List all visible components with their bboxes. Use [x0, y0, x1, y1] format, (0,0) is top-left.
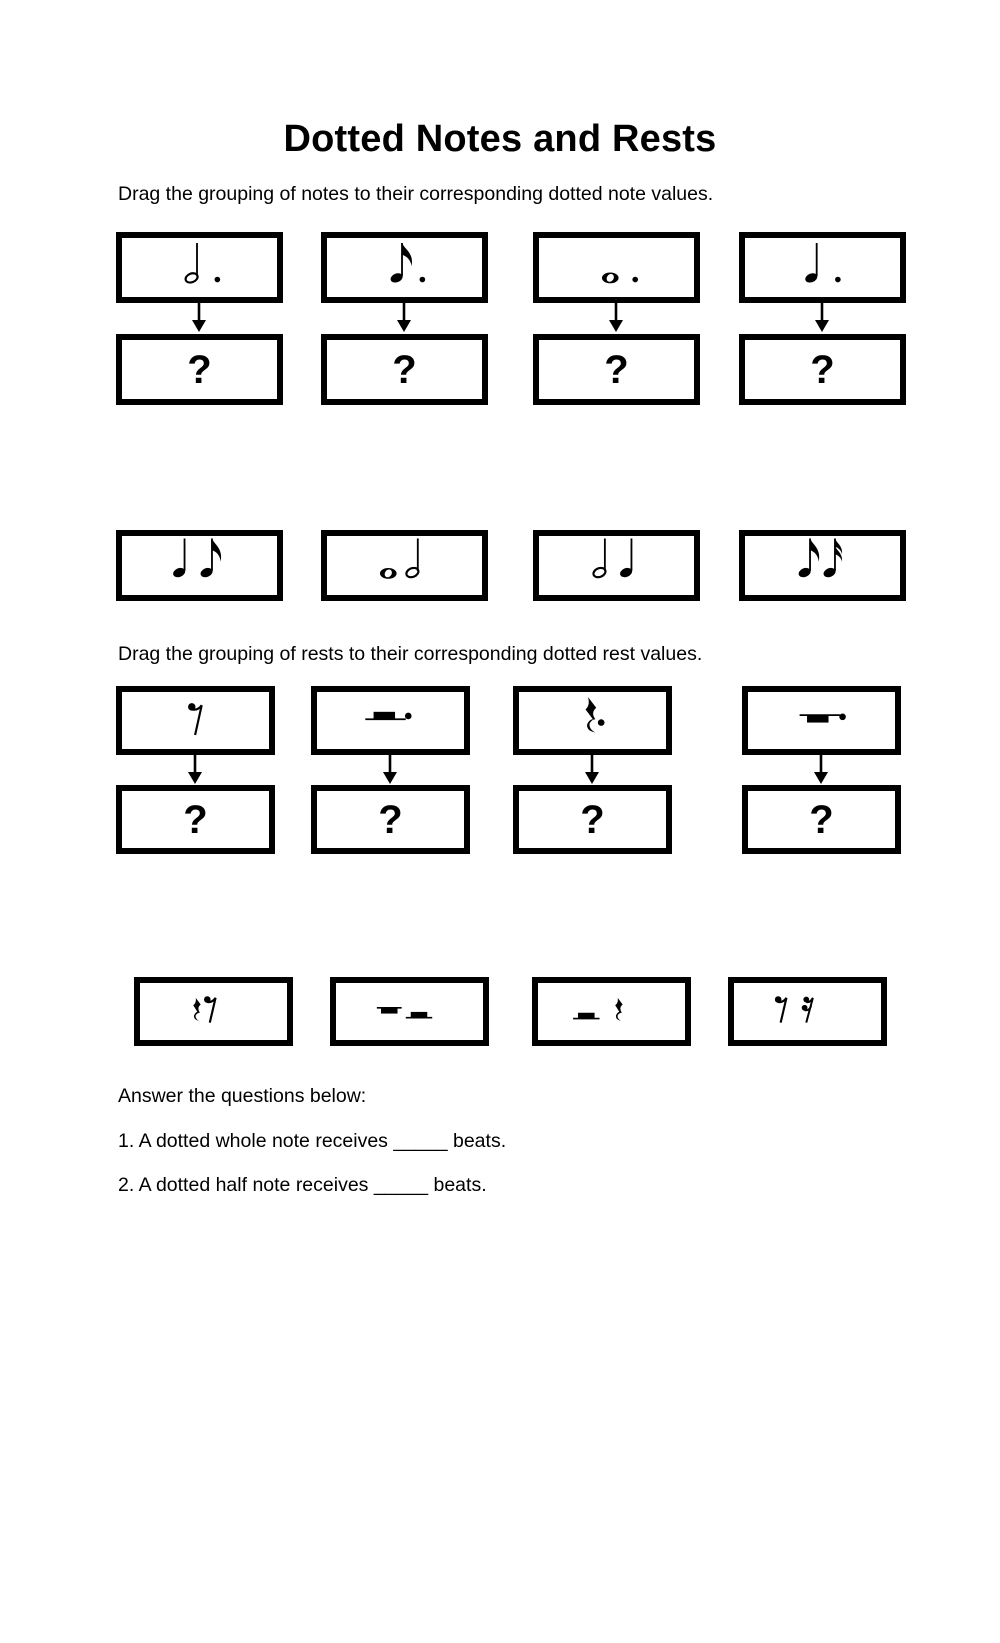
rest-target-dotted-quarter	[513, 686, 672, 755]
note-target-dotted-eighth	[321, 232, 488, 303]
question-2: 2. A dotted half note receives _____ beats.	[118, 1174, 487, 1196]
rest-option-quarter-eighth[interactable]	[134, 977, 293, 1046]
rest-option-half-quarter[interactable]	[532, 977, 691, 1046]
note-drop-zone-1[interactable]	[116, 334, 283, 405]
dotted-whole-rest-icon	[748, 692, 895, 749]
whole-half-notes-icon	[327, 536, 482, 595]
whole-half-rests-icon	[336, 983, 483, 1040]
rest-target-dotted-half	[311, 686, 470, 755]
question-mark: ?	[187, 347, 212, 392]
rests-instruction: Drag the grouping of rests to their corresponding dotted rest values.	[118, 643, 703, 665]
question-mark: ?	[810, 347, 835, 392]
arrow-down-icon	[191, 303, 207, 333]
notes-instruction: Drag the grouping of notes to their corresponding dotted note values.	[118, 183, 714, 205]
question-mark: ?	[183, 797, 208, 842]
note-target-dotted-quarter	[739, 232, 906, 303]
arrow-down-icon	[814, 303, 830, 333]
rest-option-eighth-sixteenth[interactable]	[728, 977, 887, 1046]
note-drop-zone-3[interactable]	[533, 334, 700, 405]
question-mark: ?	[809, 797, 834, 842]
rest-target-dotted-whole	[742, 686, 901, 755]
rest-drop-zone-1[interactable]	[116, 785, 275, 854]
note-option-eighth-sixteenth[interactable]	[739, 530, 906, 601]
eighth-sixteenth-notes-icon	[745, 536, 900, 595]
eighth-sixteenth-rests-icon	[734, 983, 881, 1040]
dotted-quarter-rest-icon	[519, 692, 666, 749]
dotted-eighth-rest-icon	[122, 692, 269, 749]
quarter-eighth-notes-icon	[122, 536, 277, 595]
question-1: 1. A dotted whole note receives _____ beats.	[118, 1130, 507, 1152]
dotted-half-note-icon	[122, 238, 277, 297]
arrow-down-icon	[813, 755, 829, 785]
question-mark: ?	[580, 797, 605, 842]
question-mark: ?	[392, 347, 417, 392]
arrow-down-icon	[187, 755, 203, 785]
page-title: Dotted Notes and Rests	[283, 118, 717, 160]
arrow-down-icon	[396, 303, 412, 333]
dotted-half-rest-icon	[317, 692, 464, 749]
note-drop-zone-4[interactable]	[739, 334, 906, 405]
note-target-dotted-half	[116, 232, 283, 303]
dotted-whole-note-icon	[539, 238, 694, 297]
half-quarter-notes-icon	[539, 536, 694, 595]
arrow-down-icon	[584, 755, 600, 785]
half-quarter-rests-icon	[538, 983, 685, 1040]
rest-drop-zone-2[interactable]	[311, 785, 470, 854]
dotted-quarter-note-icon	[745, 238, 900, 297]
note-option-quarter-eighth[interactable]	[116, 530, 283, 601]
arrow-down-icon	[382, 755, 398, 785]
note-option-half-quarter[interactable]	[533, 530, 700, 601]
questions-heading: Answer the questions below:	[118, 1085, 367, 1107]
rest-target-dotted-eighth	[116, 686, 275, 755]
dotted-eighth-note-icon	[327, 238, 482, 297]
rest-drop-zone-4[interactable]	[742, 785, 901, 854]
note-option-whole-half[interactable]	[321, 530, 488, 601]
quarter-eighth-rests-icon	[140, 983, 287, 1040]
arrow-down-icon	[608, 303, 624, 333]
question-mark: ?	[378, 797, 403, 842]
rest-option-whole-half[interactable]	[330, 977, 489, 1046]
question-mark: ?	[604, 347, 629, 392]
note-drop-zone-2[interactable]	[321, 334, 488, 405]
note-target-dotted-whole	[533, 232, 700, 303]
rest-drop-zone-3[interactable]	[513, 785, 672, 854]
